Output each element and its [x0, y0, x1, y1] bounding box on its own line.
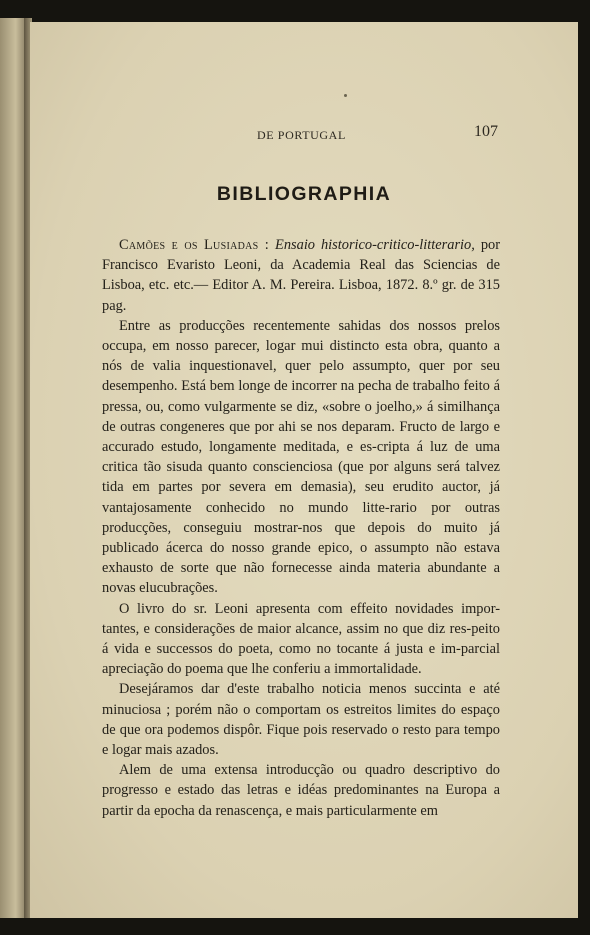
paragraph: Alem de uma extensa introducção ou quadro descriptivo do progresso e estado das letras e idéas predominantes na Europa a partir da epocha da renascença, e mais particularmente em [102, 762, 500, 819]
facing-page-edge [0, 18, 26, 918]
paragraph: Entre as producções recentemente sahidas dos nossos prelos occupa, em nosso parecer, logar mui distincto esta obra, quanto a nós de valia inquestionavel, quer pelo assumpto, quer por seu desempenho. Está bem longe de incorrer na pecha de trabalho feito á pressa, ou, como vulgarmente se diz, «sobre o joelho,» á similhança de outras congeneres que por ahi se nos deparam. Fructo de largo e accurado estudo, longamente meditada, e es-cripta á luz de uma critica tão sisuda quanto conscienciosa (que por alguns será talvez tida em partes por severa em demasia), seu erudito auctor, já vantajosamente conhecido no mundo litte-rario por outras producções, conseguiu mostrar-nos que depois do muito já publicado ácerca do nosso grande epico, o assumpto não estava exhausto de sorte que não fornecesse ainda materia abundante a novas elucubrações. [102, 317, 500, 597]
page-number: 107 [474, 123, 498, 140]
section-title: BIBLIOGRAPHIA [216, 183, 392, 205]
entry-title: Camões e os Lusiadas : [119, 237, 270, 253]
ink-speck [344, 94, 347, 97]
entry-subtitle: Ensaio historico-critico-litterario, [275, 237, 475, 253]
book-page [30, 22, 578, 918]
body-text [102, 235, 500, 821]
paragraph: O livro do sr. Leoni apresenta com effeito novidades impor-tantes, e considerações de maior alcance, assim no que diz res-peito á vida e successos do poeta, como no tocante á justa e im-parcial apreciação do poema que lhe conferiu a immortalidade. [102, 600, 500, 678]
paragraph: Desejáramos dar d'este trabalho noticia menos succinta e até minuciosa ; porém não o comportam os estreitos limites do espaço de que ora podemos dispôr. Fique pois reservado o resto para tempo e logar mais azados. [102, 681, 500, 759]
entry-details: por Francisco Evaristo Leoni, da Academia Real das Sciencias de Lisboa, etc. etc.— Editor A. M. Pereira. Lisboa, 1872. 8.º gr. de 315 pag. [102, 237, 500, 314]
bibliographic-entry [102, 235, 500, 316]
running-head: DE PORTUGAL [257, 128, 346, 142]
